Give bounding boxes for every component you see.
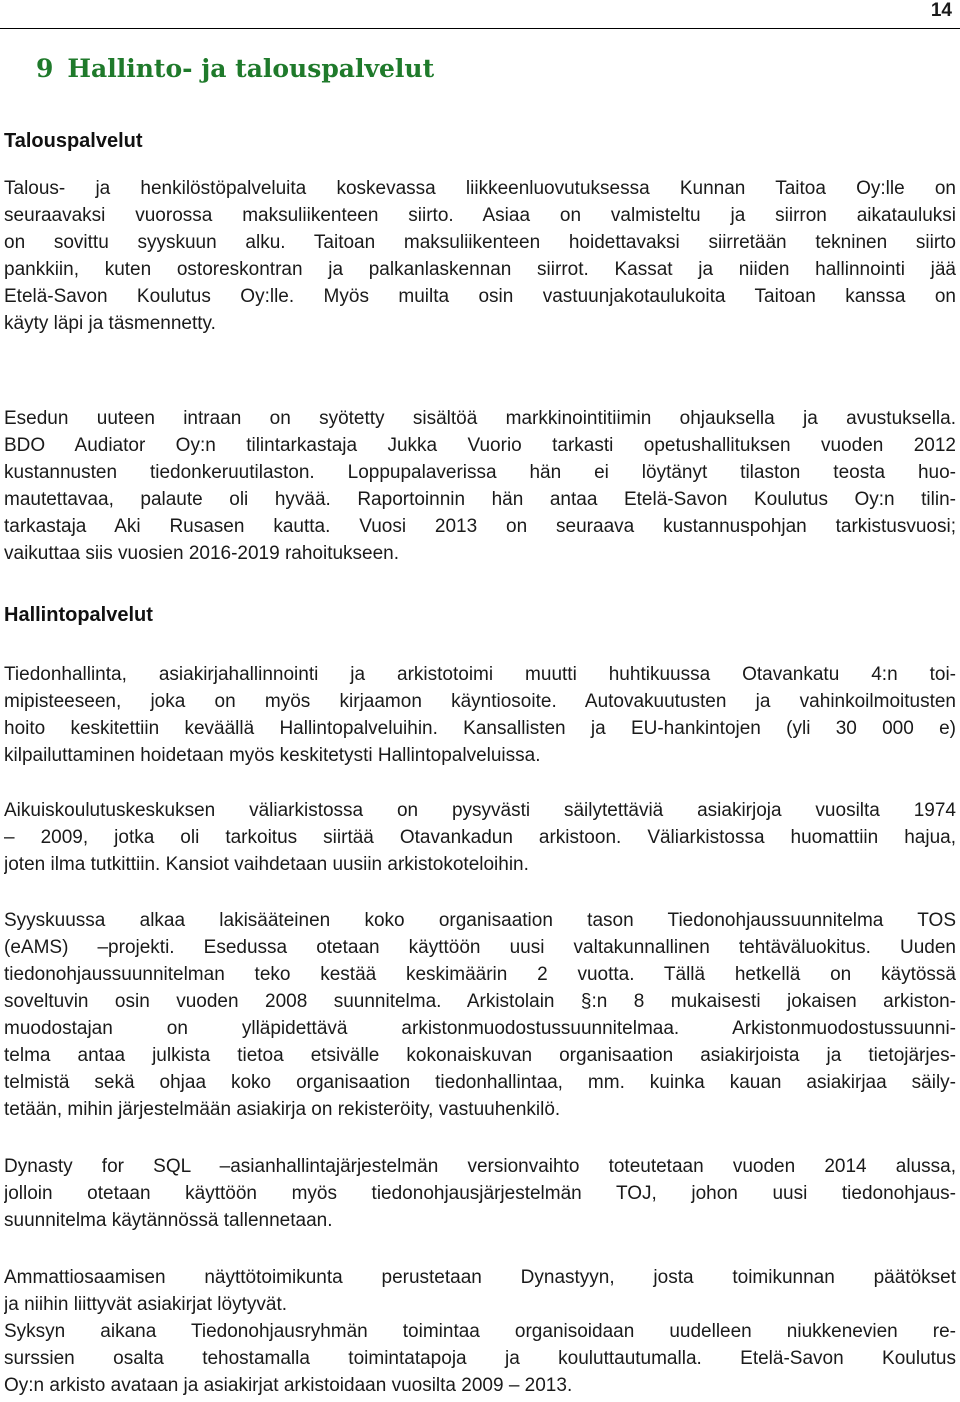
page-header-rule	[0, 28, 960, 29]
paragraph	[4, 1264, 956, 1318]
paragraph	[4, 1318, 956, 1399]
text-line: pankkiin, kuten ostoreskontran ja palkanlaskennan siirrot. Kassat ja niiden hallinnointi jää	[4, 259, 956, 280]
text-line: jolloin otetaan käyttöön myös tiedonohjausjärjestelmän TOJ, johon uusi tiedonohjaus-	[4, 1183, 956, 1204]
text-line: (eAMS) –projekti. Esedussa otetaan käyttöön uusi valtakunnallinen tehtäväluokitus. Uuden	[4, 937, 956, 958]
text-line: soveltuvin osin vuoden 2008 suunnitelma. Arkistolain §:n 8 mukaisesti jokaisen arkiston-	[4, 991, 956, 1012]
page-number: 14	[930, 0, 952, 21]
chapter-number: 9	[36, 54, 54, 83]
text-line: muodostajan on ylläpidettävä arkistonmuodostussuunnitelmaa. Arkistonmuodostussuunni-	[4, 1018, 956, 1039]
text-line: on sovittu syyskuun alku. Taitoan maksuliikenteen hoidettavaksi siirretään tekninen siirto	[4, 232, 956, 253]
paragraph	[4, 797, 956, 878]
text-line: Tiedonhallinta, asiakirjahallinnointi ja arkistotoimi muutti huhtikuussa Otavankatu 4:n toi-	[4, 664, 956, 685]
text-line: vaikuttaa siis vuosien 2016-2019 rahoitukseen.	[4, 543, 400, 564]
text-line: seuraavaksi vuorossa maksuliikenteen siirto. Asiaa on valmisteltu ja siirron aikatauluksi	[4, 205, 956, 226]
text-line: surssien osalta tehostamalla toimintatapoja ja kouluttautumalla. Etelä-Savon Koulutus	[4, 1348, 956, 1369]
text-line: Ammattiosaamisen näyttötoimikunta perustetaan Dynastyyn, josta toimikunnan päätökset	[4, 1267, 956, 1288]
text-line: tarkastaja Aki Rusasen kautta. Vuosi 2013 on seuraava kustannuspohjan tarkistusvuosi;	[4, 516, 956, 537]
text-line: suunnitelma käytännössä tallennetaan.	[4, 1210, 333, 1231]
text-line: mipisteeseen, joka on myös kirjaamon käyntiosoite. Autovakuutusten ja vahinkoilmoitusten	[4, 691, 956, 712]
text-line: Etelä-Savon Koulutus Oy:lle. Myös muilta osin vastuunjakotaulukoita Taitoan kanssa on	[4, 286, 956, 307]
paragraph	[4, 175, 956, 337]
section-heading-hallintopalvelut: Hallintopalvelut	[4, 604, 153, 626]
chapter-title: Hallinto- ja talouspalvelut	[67, 54, 435, 83]
text-line: Oy:n arkisto avataan ja asiakirjat arkistoidaan vuosilta 2009 – 2013.	[4, 1375, 573, 1396]
text-line: mautettavaa, palaute oli hyvää. Raportoinnin hän antaa Etelä-Savon Koulutus Oy:n tilin-	[4, 489, 956, 510]
text-line: telma antaa julkista tietoa etsivälle kokonaiskuvan organisaation asiakirjoista ja tietojärjes-	[4, 1045, 956, 1066]
text-line: joten ilma tutkittiin. Kansiot vaihdetaan uusiin arkistokoteloihin.	[4, 854, 529, 875]
paragraph	[4, 661, 956, 769]
text-line: telmistä sekä ohjaa koko organisaation tiedonhallintaa, mm. kuinka kauan asiakirjaa säily-	[4, 1072, 956, 1093]
text-line: kilpailuttaminen hoidetaan myös keskitetysti Hallintopalveluissa.	[4, 745, 541, 766]
text-line: Syksyn aikana Tiedonohjausryhmän toimintaa organisoidaan uudelleen niukkenevien re-	[4, 1321, 956, 1342]
section-heading-talouspalvelut: Talouspalvelut	[4, 130, 143, 152]
text-line: tetään, mihin järjestelmään asiakirja on rekisteröity, vastuuhenkilö.	[4, 1099, 561, 1120]
text-line: ja niihin liittyvät asiakirjat löytyvät.	[4, 1294, 287, 1315]
text-line: Aikuiskoulutuskeskuksen väliarkistossa on pysyvästi säilytettäviä asiakirjoja vuosilta 1974	[4, 800, 956, 821]
paragraph	[4, 1153, 956, 1234]
text-line: BDO Audiator Oy:n tilintarkastaja Jukka Vuorio tarkasti opetushallituksen vuoden 2012	[4, 435, 956, 456]
text-line: hoito keskitettiin keväällä Hallintopalveluihin. Kansallisten ja EU-hankintojen (yli 30 000 e)	[4, 718, 956, 739]
text-line: Talous- ja henkilöstöpalveluita koskevassa liikkeenluovutuksessa Kunnan Taitoa Oy:lle on	[4, 178, 956, 199]
text-line: – 2009, jotka oli tarkoitus siirtää Otavankadun arkistoon. Väliarkistossa huomattiin hajua,	[4, 827, 956, 848]
paragraph	[4, 907, 956, 1123]
chapter-heading	[36, 54, 434, 83]
paragraph	[4, 405, 956, 567]
text-line: kustannusten tiedonkeruutilaston. Loppupalaverissa hän ei löytänyt tilaston teosta huo-	[4, 462, 956, 483]
text-line: Syyskuussa alkaa lakisääteinen koko organisaation tason Tiedonohjaussuunnitelma TOS	[4, 910, 956, 931]
text-line: Dynasty for SQL –asianhallintajärjestelmän versionvaihto toteutetaan vuoden 2014 alussa,	[4, 1156, 956, 1177]
text-line: Esedun uuteen intraan on syötetty sisältöä markkinointitiimin ohjauksella ja avustuksella.	[4, 408, 956, 429]
text-line: tiedonohjaussuunnitelman teko kestää keskimäärin 2 vuotta. Tällä hetkellä on käytössä	[4, 964, 956, 985]
text-line: käyty läpi ja täsmennetty.	[4, 313, 216, 334]
